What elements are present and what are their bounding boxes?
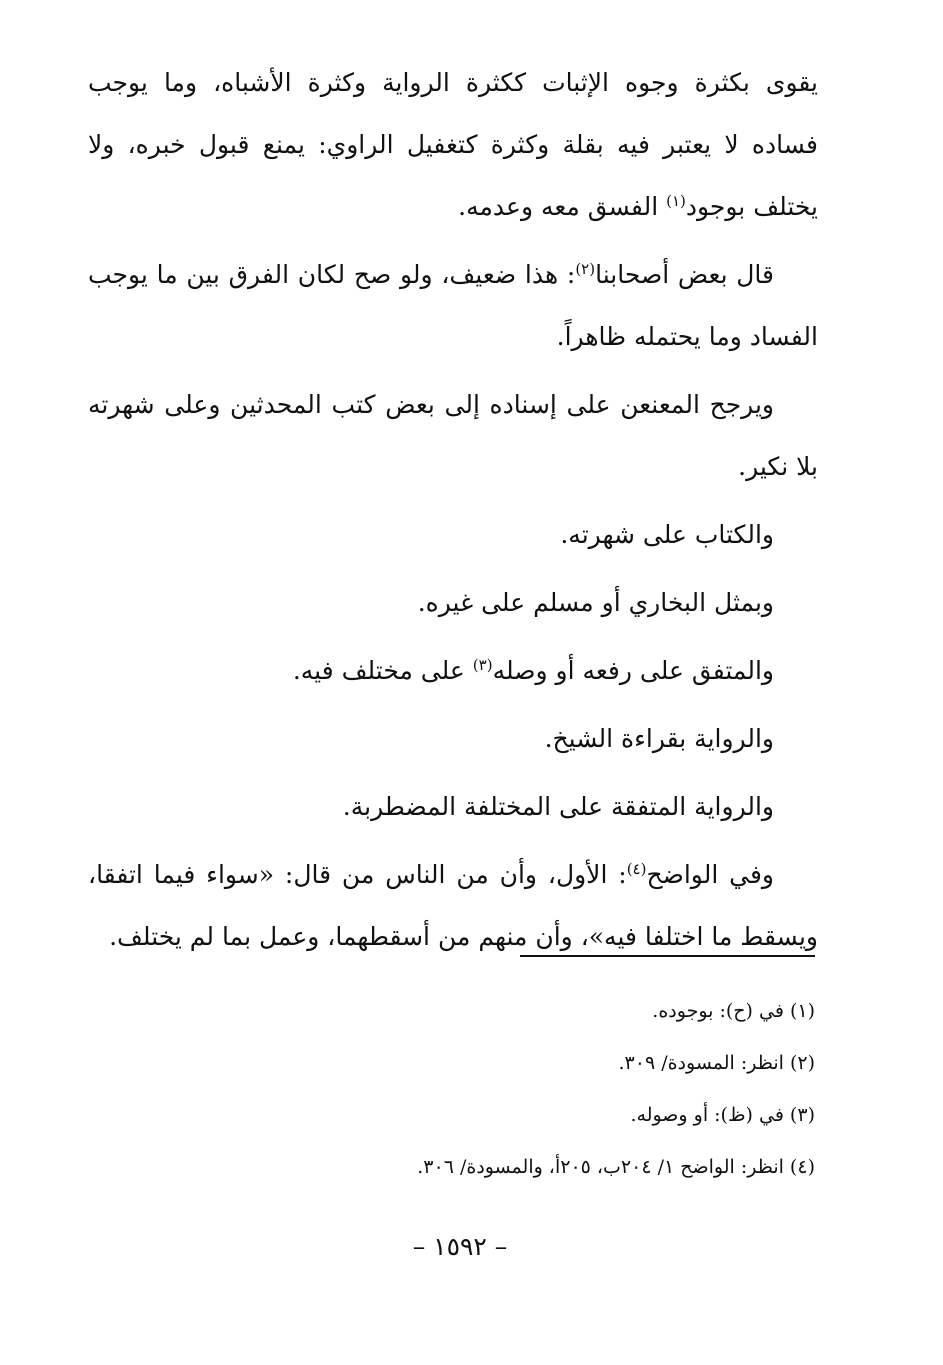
paragraph-6 — [88, 640, 818, 702]
paragraph-1 — [88, 52, 818, 238]
paragraph-2 — [88, 244, 818, 368]
footnotes — [200, 985, 815, 1193]
footnote-ref-1: (١) — [666, 192, 686, 210]
paragraph-9-text-a: وفي الواضح — [646, 860, 774, 889]
footnote-ref-3: (٣) — [472, 656, 493, 674]
paragraph-9 — [88, 844, 818, 968]
paragraph-6-text-b: على مختلف فيه. — [292, 656, 473, 685]
paragraph-5: وبمثل البخاري أو مسلم على غيره. — [417, 588, 774, 617]
paragraph-4: والكتاب على شهرته. — [560, 520, 774, 549]
paragraph-1-text-b: الفسق معه وعدمه. — [458, 192, 667, 221]
footnote-ref-4: (٤) — [626, 860, 647, 878]
footnote-3: (٣) في (ظ): أو وصوله. — [630, 1104, 815, 1126]
footnote-ref-2: (٢) — [575, 260, 596, 278]
footnote-2: (٢) انظر: المسودة/ ٣٠٩. — [618, 1052, 815, 1074]
paragraph-3: ويرجح المعنعن على إسناده إلى بعض كتب المحدثين وعلى شهرته بلا نكير. — [88, 390, 818, 481]
paragraph-2-text-a: قال بعض أصحابنا — [595, 260, 774, 289]
paragraph-6-text-a: والمتفق على رفعه أو وصله — [492, 656, 774, 685]
footnote-4: (٤) انظر: الواضح ١/ ٢٠٤ب، ٢٠٥أ، والمسودة/ ٣٠٦. — [417, 1156, 815, 1178]
paragraph-2-text-b: : هذا ضعيف، ولو صح لكان الفرق بين ما يوجب الفساد وما يحتمله ظاهراً. — [88, 260, 818, 351]
paragraph-1-text-a: يقوى بكثرة وجوه الإثبات ككثرة الرواية وكثرة الأشباه، وما يوجب فساده لا يعتبر فيه بقلة وكثرة كتغفيل الراوي: يمنع قبول خبره، ولا يختلف بوجود — [88, 68, 818, 221]
paragraph-8: والرواية المتفقة على المختلفة المضطربة. — [342, 792, 774, 821]
main-text — [88, 52, 818, 974]
page-number: – ١٥٩٢ – — [412, 1232, 508, 1261]
paragraph-7: والرواية بقراءة الشيخ. — [544, 724, 774, 753]
footnote-separator — [520, 955, 815, 957]
paragraph-9-text-b: : الأول، وأن من الناس من قال: «سواء فيما اتفقا، ويسقط ما اختلفا فيه»، وأن منهم من أسقطهما، وعمل بما لم يختلف. — [88, 860, 818, 951]
footnote-1: (١) في (ح): بوجوده. — [652, 1000, 815, 1022]
